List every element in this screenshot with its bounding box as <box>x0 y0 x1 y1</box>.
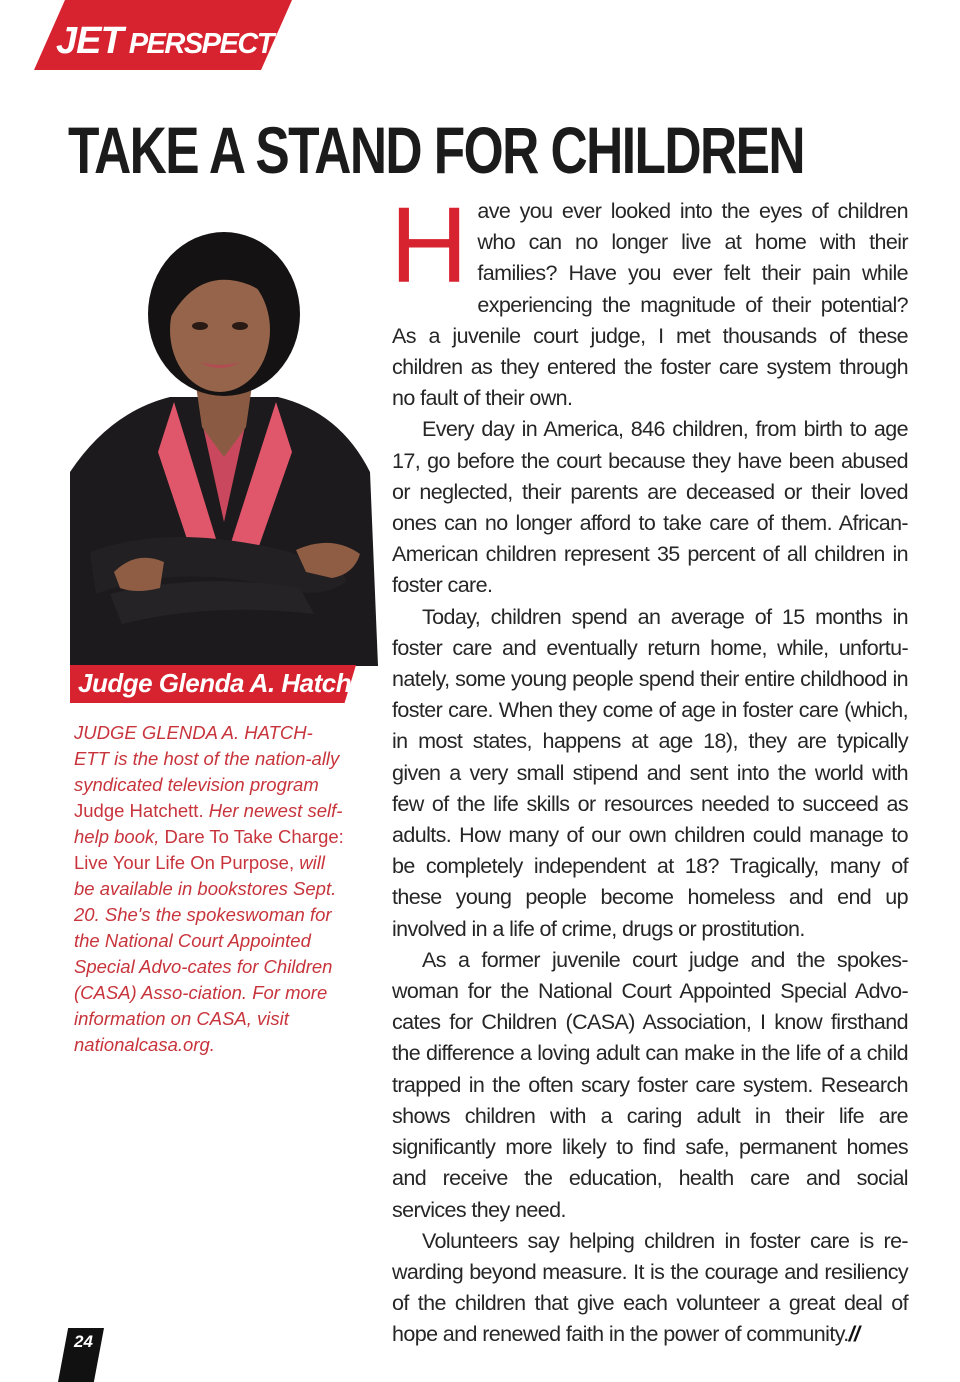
photo-caption: Judge Glenda A. Hatchett <box>78 668 382 698</box>
judge-portrait-illustration <box>70 222 378 666</box>
page-title: TAKE A STAND FOR CHILDREN <box>68 113 805 187</box>
bio-text-1: JUDGE GLENDA A. HATCH-ETT is the host of the nation-ally syndicated television program <box>74 722 340 795</box>
section-name: PERSPECTIVE <box>128 28 316 60</box>
article-paragraph <box>392 1226 908 1351</box>
article-paragraph <box>390 184 908 414</box>
portrait-photo <box>70 222 378 666</box>
section-banner-label <box>56 20 315 63</box>
paragraph-text: ave you ever looked into the eyes of children who can no longer live at home with their families? Have you ever felt their pain while experiencing the magnitude of their potential? As a juvenile court judge, I met thousands of these children as they entered the foster care system through no fault of their own. <box>392 199 908 411</box>
article-paragraph: Today, children spend an average of 15 months in foster care and eventually return home, while, unfortu-nately, some young people spend their entire childhood in foster care. When they come of age in foster care (which, in most states, happens at age 18), they are typically given a very small stipend and sent into the world with few of the life skills or resources needed to succeed as adults. How many of our own children could manage to be completely independent at 18? Tragically, many of these young people become homeless and end up involved in a life of crime, drugs or prostitution. <box>392 604 908 941</box>
bio-text-2: Her newest self-help book, <box>74 800 343 847</box>
bio-show-title: Judge Hatchett. <box>74 800 204 821</box>
end-mark: // <box>848 1322 860 1347</box>
author-bio <box>74 720 346 1058</box>
paragraph-text: Volunteers say helping children in foster care is re-warding beyond measure. It is the courage and resiliency of the children that give each volunteer a great deal of hope and renewed faith in the power of community. <box>392 1228 908 1347</box>
brand-name: JET <box>56 20 123 62</box>
article-paragraph: As a former juvenile court judge and the spokes-woman for the National Court Appointed Special Advo-cates for Children (CASA) Association, I know firsthand the difference a loving adult can make in the life of a child trapped in the often scary foster care system. Research shows children with a caring adult in their life are significantly more likely to find safe, permanent homes and receive the education, health care and social services they need. <box>392 947 908 1222</box>
bio-text-3: will be available in bookstores Sept. 20. She's the spokeswoman for the National Court Appointed Special Advo-cates for Children (CASA) Asso-ciation. For more information on CASA, visit nationalcasa.org. <box>74 852 337 1055</box>
bio-book-title: Dare To Take Charge: Live Your Life On Purpose, <box>74 826 344 873</box>
article-paragraph: Every day in America, 846 children, from birth to age 17, go before the court because they have been abused or neglected, their parents are deceased or their loved ones can no longer afford to take care of them. African-American children represent 35 percent of all children in foster care. <box>392 417 908 598</box>
article-body <box>390 184 908 1351</box>
page-number: 24 <box>74 1332 93 1351</box>
drop-cap: H <box>390 184 468 305</box>
